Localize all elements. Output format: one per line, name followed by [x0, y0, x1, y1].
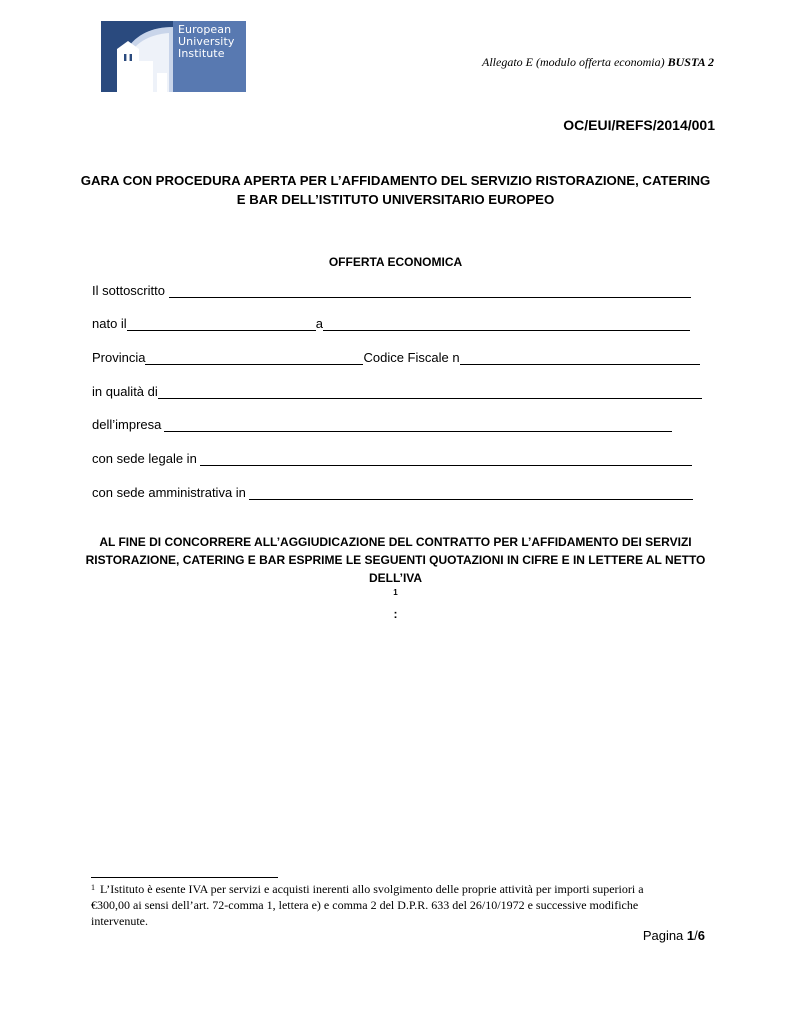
footnote-line-1 — [91, 881, 711, 897]
field-sottoscritto — [92, 280, 691, 298]
document-title — [60, 171, 731, 209]
sottoscritto-blank[interactable] — [169, 283, 691, 298]
qualita-label: in qualità di — [92, 384, 158, 399]
nato-place-blank[interactable] — [323, 316, 690, 331]
a-label: a — [315, 316, 323, 331]
field-sede-amministrativa — [92, 482, 693, 500]
footnote-ref[interactable]: 1 — [393, 588, 398, 597]
footnote-separator — [91, 877, 278, 878]
logo-line-3: Institute — [178, 47, 225, 60]
footnote — [91, 881, 711, 929]
annex-label — [482, 55, 714, 70]
impresa-blank[interactable] — [164, 417, 672, 432]
page-total: 6 — [697, 928, 705, 943]
page-current: 1 — [686, 928, 695, 943]
sede-amministrativa-label: con sede amministrativa in — [92, 485, 246, 500]
field-nato — [92, 313, 690, 331]
eui-logo-text — [178, 24, 235, 60]
footnote-line-3: intervenute. — [91, 914, 148, 928]
statement-line-3-text: DELL’IVA — [368, 571, 423, 585]
logo-line-2: University — [178, 35, 235, 48]
sottoscritto-label: Il sottoscritto — [92, 283, 165, 298]
field-sede-legale — [92, 448, 692, 466]
codice-fiscale-blank[interactable] — [460, 350, 700, 365]
annex-text: Allegato E (modulo offerta economia) — [482, 55, 668, 69]
eui-logo — [101, 21, 246, 92]
provincia-label: Provincia — [92, 350, 146, 365]
provincia-blank[interactable] — [145, 350, 363, 365]
section-title: OFFERTA ECONOMICA — [328, 255, 463, 269]
nato-date-blank[interactable] — [127, 316, 316, 331]
statement-line-3-end: : — [393, 607, 398, 621]
nato-label: nato il — [92, 316, 127, 331]
footnote-line-2: €300,00 ai sensi dell’art. 72-comma 1, lettera e) e comma 2 del D.P.R. 633 del 26/10/1972 e successive modifiche — [91, 898, 639, 912]
codice-fiscale-label: Codice Fiscale n — [363, 350, 460, 365]
sede-legale-blank[interactable] — [200, 451, 692, 466]
statement-line-2: RISTORAZIONE, CATERING E BAR ESPRIME LE SEGUENTI QUOTAZIONI IN CIFRE E IN LETTERE AL NETTO — [85, 553, 706, 567]
field-impresa — [92, 414, 672, 432]
title-line-1: GARA CON PROCEDURA APERTA PER L’AFFIDAMENTO DEL SERVIZIO RISTORAZIONE, CATERING — [80, 173, 711, 188]
field-provincia — [92, 347, 700, 365]
impresa-label: dell’impresa — [92, 417, 162, 432]
title-line-2: E BAR DELL’ISTITUTO UNIVERSITARIO EUROPEO — [236, 192, 555, 207]
statement-line-3 — [80, 569, 711, 623]
sede-amministrativa-blank[interactable] — [249, 485, 693, 500]
page-separator: / — [694, 928, 698, 943]
field-qualita — [92, 381, 702, 399]
sede-legale-label: con sede legale in — [92, 451, 197, 466]
footnote-marker: 1 — [91, 883, 95, 892]
page-label: Pagina — [642, 928, 687, 943]
statement-line-1: AL FINE DI CONCORRERE ALL’AGGIUDICAZIONE DEL CONTRATTO PER L’AFFIDAMENTO DEI SERVIZI — [99, 535, 692, 549]
footnote-line-1-text: L’Istituto è esente IVA per servizi e acquisti inerenti allo svolgimento delle proprie attività per importi superiori a — [100, 882, 644, 896]
page-number — [643, 928, 705, 943]
annex-envelope: BUSTA 2 — [667, 55, 714, 69]
reference-code: OC/EUI/REFS/2014/001 — [563, 117, 715, 133]
offer-statement — [80, 533, 711, 623]
logo-line-1: European — [178, 23, 232, 36]
qualita-blank[interactable] — [158, 384, 702, 399]
